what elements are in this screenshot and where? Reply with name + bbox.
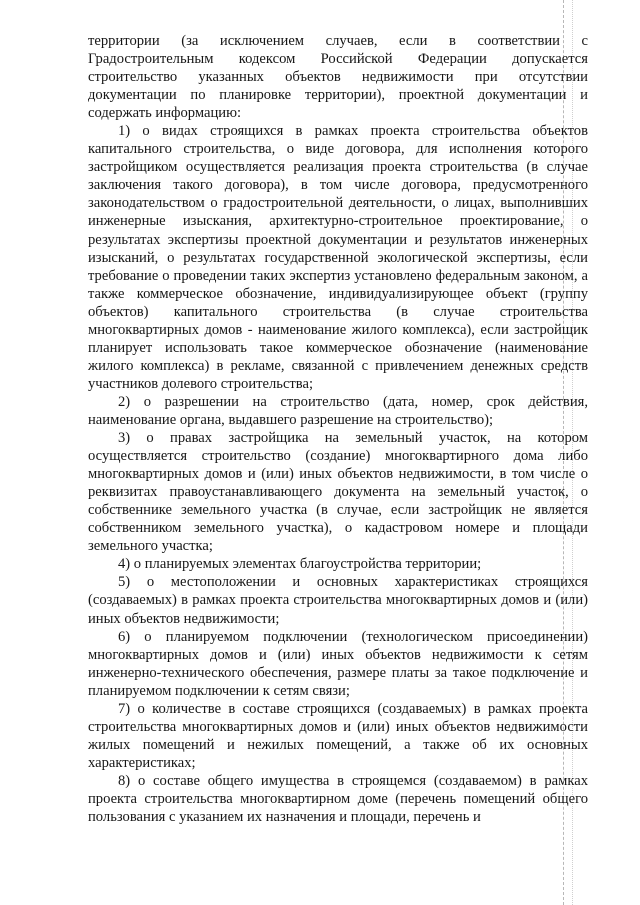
paragraph-item-4: 4) о планируемых элементах благоустройства территории; — [118, 556, 482, 573]
paragraph-item-6: 6) о планируемом подключении (технологическом присоединении) многоквартирных домов и (или) иных объектов недвижимости к сетям инженерно-технического обеспечения, размере платы за такое подключение и планируемом подключении к сетям связи; — [88, 628, 588, 699]
paragraph-item-7: 7) о количестве в составе строящихся (создаваемых) в рамках проекта строительства многоквартирных домов и (или) иных объектов недвижимости жилых помещений и нежилых помещений, а также об их основных характеристиках; — [88, 700, 588, 771]
paragraph-item-1: 1) о видах строящихся в рамках проекта строительства объектов капитального строительства, о виде договора, для исполнения которого застройщиком осуществляется реализация проекта строительства (в случае заключения такого договора), в том числе договора, предусмотренного законодательством о градостроительной деятельности, о лицах, выполнивших инженерные изыскания, архитектурно-строительное проектирование, о результатах экспертизы проектной документации и результатов инженерных изысканий, о результатах государственной экологической экспертизы, если требование о проведении таких экспертиз установлено федеральным законом, а также коммерческое обозначение, индивидуализирующее объект (группу объектов) капитального строительства (в случае строительства многоквартирных домов - наименование жилого комплекса), если застройщик планирует использовать такое коммерческое обозначение (наименование жилого комплекса) в рекламе, связанной с привлечением денежных средств участников долевого строительства; — [88, 123, 588, 392]
document-page — [88, 32, 588, 826]
paragraph-item-2: 2) о разрешении на строительство (дата, номер, срок действия, наименование органа, выдавшего разрешение на строительство); — [88, 393, 588, 428]
paragraph-continuation: территории (за исключением случаев, если в соответствии с Градостроительным кодексом Российской Федерации допускается строительство указанных объектов недвижимости при отсутствии документации по планировке территории), проектной документации и содержать информацию: — [88, 33, 588, 122]
paragraph-item-3: 3) о правах застройщика на земельный участок, на котором осуществляется строительство (создание) многоквартирного дома либо многоквартирных домов и (или) иных объектов недвижимости, в том числе о реквизитах правоустанавливающего документа на земельный участок, о собственнике земельного участка (в случае, если застройщик не является собственником земельного участка), о кадастровом номере и площади земельного участка; — [88, 430, 588, 555]
paragraph-item-5: 5) о местоположении и основных характеристиках строящихся (создаваемых) в рамках проекта строительства многоквартирных домов и (или) иных объектов недвижимости; — [88, 574, 588, 627]
paragraph-item-8: 8) о составе общего имущества в строящемся (создаваемом) в рамках проекта строительства многоквартирном доме (перечень помещений общего пользования с указанием их назначения и площади, перечень и — [88, 772, 588, 826]
